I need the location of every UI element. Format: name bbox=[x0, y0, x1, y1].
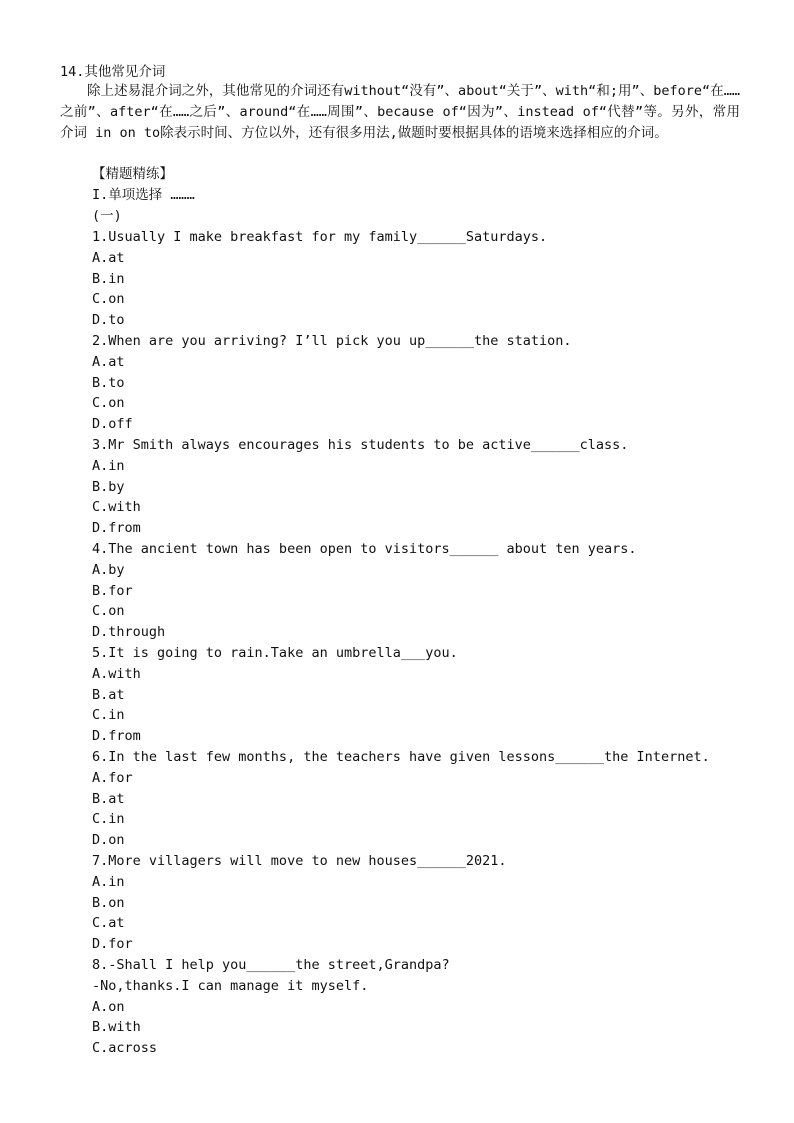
question-stem: 3.Mr Smith always encourages his students to be active______class. bbox=[92, 437, 629, 453]
section-title: 14.其他常见介词 bbox=[60, 64, 166, 80]
question-option: C.on bbox=[92, 395, 125, 411]
question-option: A.in bbox=[92, 458, 125, 474]
question-option: D.from bbox=[92, 520, 141, 536]
question-option: D.off bbox=[92, 416, 133, 432]
question-option: B.on bbox=[92, 895, 125, 911]
question-option: A.at bbox=[92, 250, 125, 266]
question-option: B.to bbox=[92, 375, 125, 391]
question-stem: 5.It is going to rain.Take an umbrella___you. bbox=[92, 645, 458, 661]
question-option: A.at bbox=[92, 354, 125, 370]
question-option: C.with bbox=[92, 499, 141, 515]
question-reply: -No,thanks.I can manage it myself. bbox=[92, 978, 369, 994]
question-option: D.through bbox=[92, 624, 166, 640]
question-option: D.for bbox=[92, 936, 133, 952]
question-option: A.for bbox=[92, 770, 133, 786]
question-option: B.with bbox=[92, 1019, 141, 1035]
question-option: A.in bbox=[92, 874, 125, 890]
question-option: A.on bbox=[92, 999, 125, 1015]
question-option: C.across bbox=[92, 1040, 158, 1056]
intro-text: 除上述易混介词之外，其他常见的介词还有without“没有”、about“关于”、with“和;用”、before“在……之前”、after“在……之后”、around“在……周围”、because of“因为”、instead of“代替”等。另外，常用介词 in on to除表示时间、方位以外，还有很多用法,做题时要根据具体的语境来选择相应的介词。 bbox=[60, 83, 740, 141]
question-option: B.in bbox=[92, 271, 125, 287]
question-option: D.to bbox=[92, 312, 125, 328]
question-option: C.on bbox=[92, 291, 125, 307]
question-option: C.at bbox=[92, 915, 125, 931]
question-option: D.on bbox=[92, 832, 125, 848]
question-stem: 6.In the last few months, the teachers have given lessons______the Internet. bbox=[92, 749, 710, 765]
question-stem: 8.-Shall I help you______the street,Grandpa? bbox=[92, 957, 450, 973]
group-heading: (一) bbox=[92, 208, 122, 224]
question-option: C.in bbox=[92, 811, 125, 827]
question-option: C.in bbox=[92, 707, 125, 723]
question-option: B.for bbox=[92, 583, 133, 599]
intro-paragraph bbox=[60, 81, 740, 143]
question-option: B.at bbox=[92, 791, 125, 807]
question-option: A.by bbox=[92, 562, 125, 578]
question-option: C.on bbox=[92, 603, 125, 619]
question-option: B.at bbox=[92, 687, 125, 703]
question-stem: 2.When are you arriving? I’ll pick you up______the station. bbox=[92, 333, 572, 349]
question-stem: 7.More villagers will move to new houses______2021. bbox=[92, 853, 507, 869]
question-option: B.by bbox=[92, 479, 125, 495]
practice-heading: 【精题精练】 bbox=[92, 166, 173, 182]
question-stem: 4.The ancient town has been open to visitors______ about ten years. bbox=[92, 541, 637, 557]
question-option: D.from bbox=[92, 728, 141, 744]
question-option: A.with bbox=[92, 666, 141, 682]
question-stem: 1.Usually I make breakfast for my family______Saturdays. bbox=[92, 229, 548, 245]
part-heading: I.单项选择 ……… bbox=[92, 187, 195, 203]
